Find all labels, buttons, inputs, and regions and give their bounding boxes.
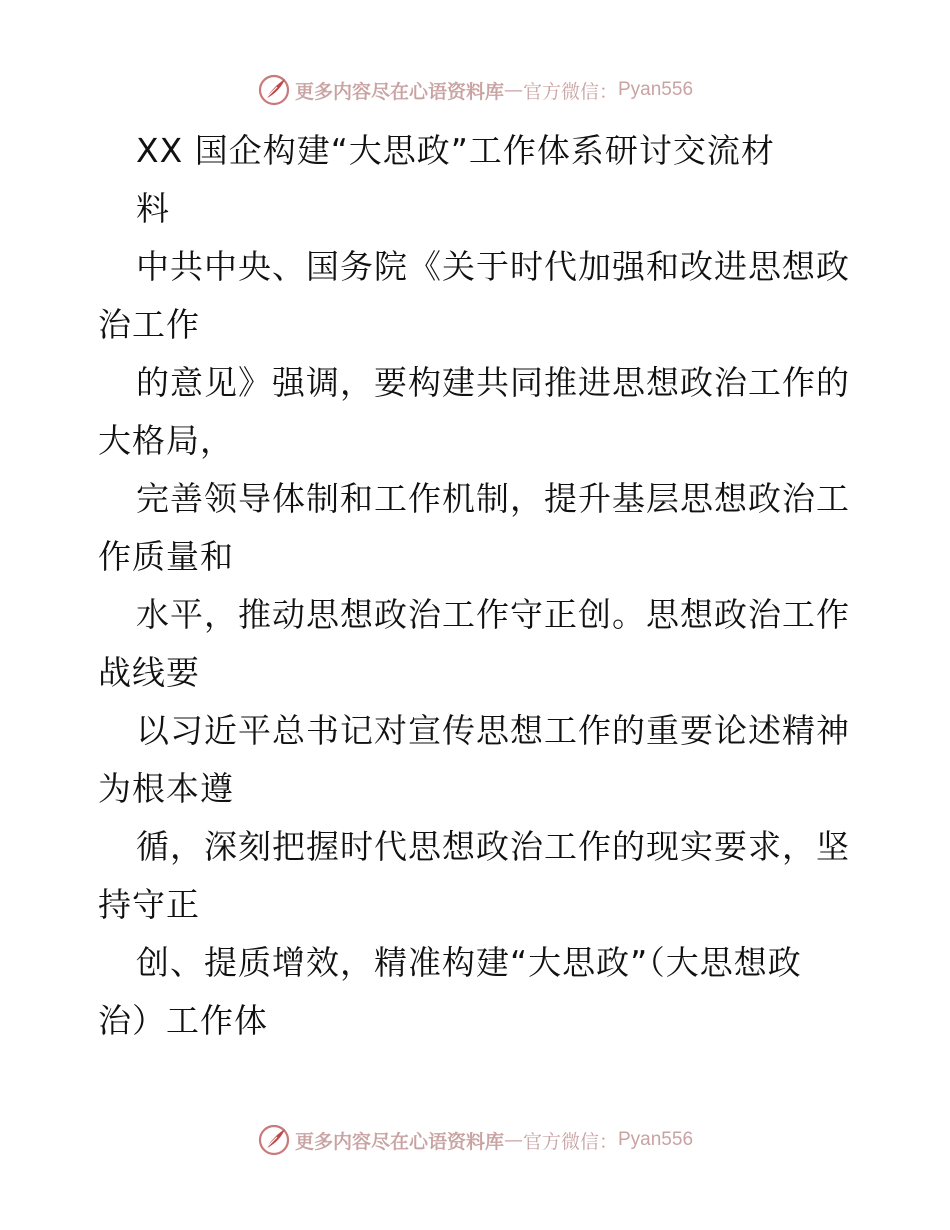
document-body — [98, 122, 858, 1050]
doc-text-line: 为根本遵 — [98, 769, 234, 808]
doc-text-line: 大格局， — [98, 421, 234, 460]
watermark-title: 更多内容尽在心语资料库 — [294, 80, 504, 103]
doc-text-line: 作质量和 — [98, 537, 234, 576]
watermark-wechat-label: 官方微信： — [522, 1130, 618, 1153]
doc-text-line: 治）工作体 — [98, 1001, 268, 1040]
watermark-wechat-label: 官方微信： — [522, 80, 618, 103]
doc-text-line: 完善领导体制和工作机制，提升基层思想政治工 — [136, 479, 850, 518]
doc-text-line: 中共中央、国务院《关于时代加强和改进思想政 — [136, 247, 850, 286]
doc-text-line: 创、提质增效，精准构建“大思政”（大思想政 — [136, 943, 802, 982]
doc-text-line: 以习近平总书记对宣传思想工作的重要论述精神 — [136, 711, 850, 750]
doc-text-line: 的意见》强调，要构建共同推进思想政治工作的 — [136, 363, 850, 402]
header-watermark — [0, 70, 950, 110]
doc-text-line: 循，深刻把握时代思想政治工作的现实要求，坚 — [136, 827, 850, 866]
watermark-dash: — — [503, 79, 523, 101]
watermark-dash: — — [503, 1129, 523, 1151]
doc-text-line: 治工作 — [98, 305, 200, 344]
watermark-wechat-id: Pyan556 — [618, 1129, 694, 1150]
watermark-title: 更多内容尽在心语资料库 — [294, 1130, 504, 1153]
doc-text-line: 水平，推动思想政治工作守正创。思想政治工作 — [136, 595, 850, 634]
doc-text-line: 持守正 — [98, 885, 200, 924]
feather-pen-logo-icon — [257, 73, 291, 107]
footer-watermark — [0, 1120, 950, 1160]
feather-pen-logo-icon — [257, 1123, 291, 1157]
doc-title-line: 料 — [136, 189, 170, 228]
doc-title-line: XX 国企构建“大思政”工作体系研讨交流材 — [136, 131, 775, 170]
doc-text-line: 战线要 — [98, 653, 200, 692]
watermark-wechat-id: Pyan556 — [618, 79, 694, 100]
